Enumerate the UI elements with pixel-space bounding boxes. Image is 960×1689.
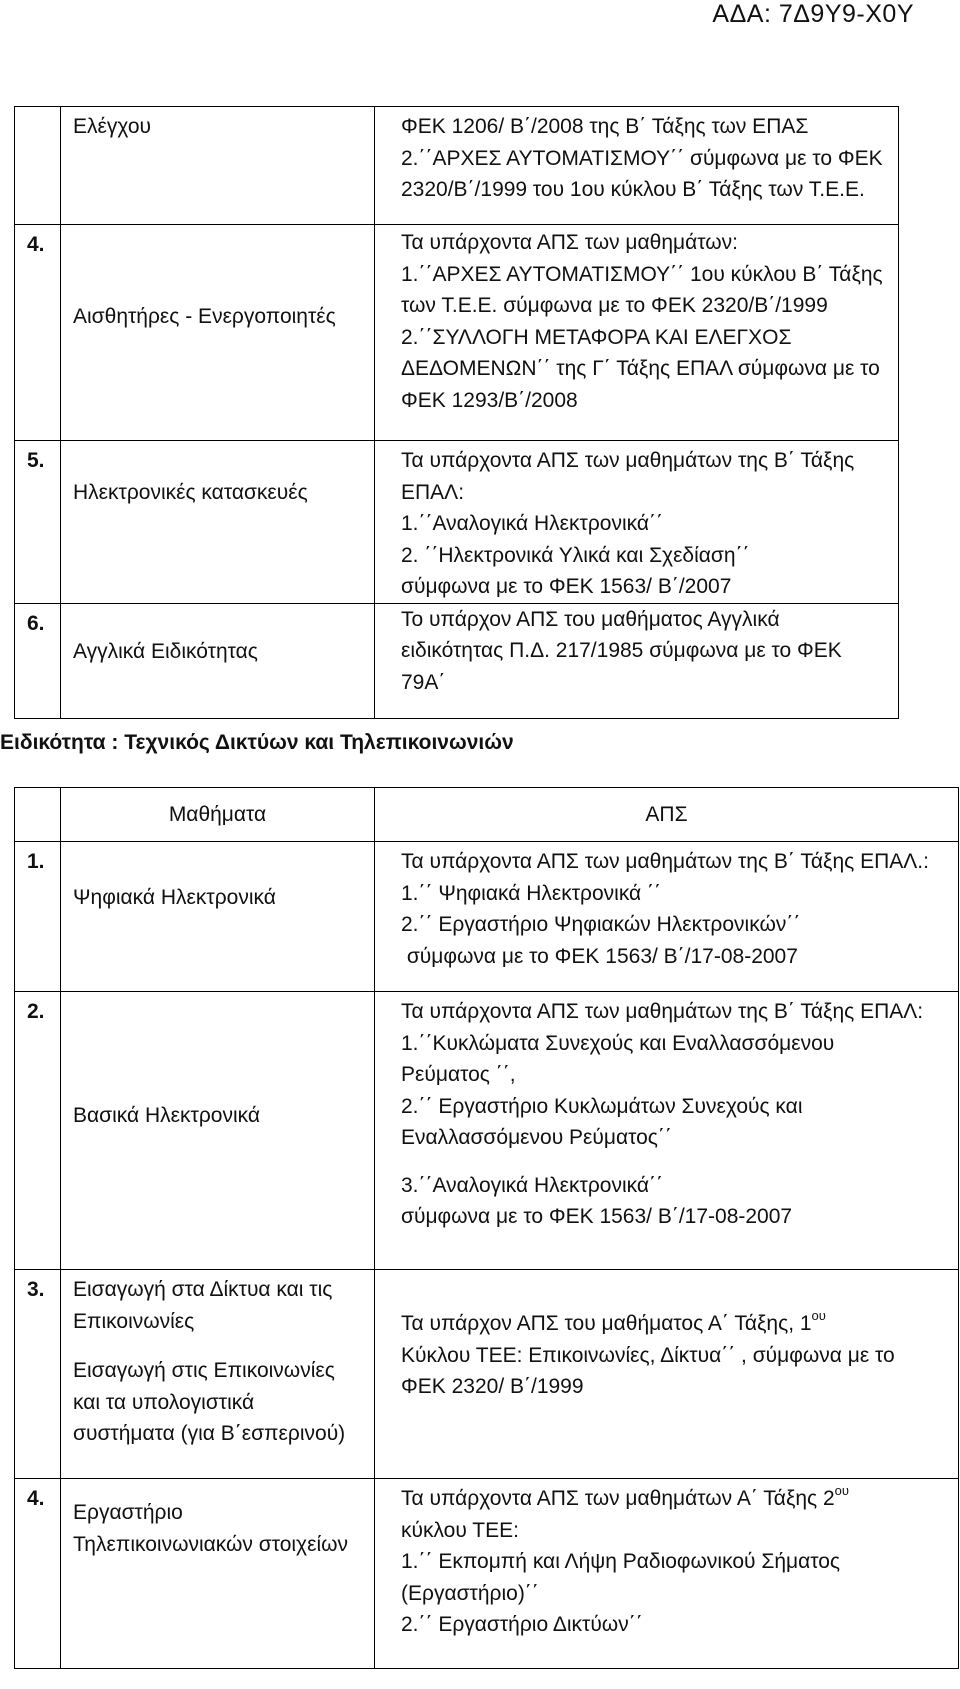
subject-spacer	[73, 1337, 374, 1355]
aps-line: Τα υπάρχοντα ΑΠΣ των μαθημάτων της Β΄ Τάξης ΕΠΑΛ.:	[401, 850, 929, 873]
aps-line: Τα υπάρχοντα ΑΠΣ των μαθημάτων:	[401, 231, 738, 254]
table-row	[15, 225, 899, 441]
page-header-ada: ΑΔΑ: 7Δ9Υ9-Χ0Υ	[712, 0, 914, 28]
row-number: 4.	[15, 1479, 61, 1669]
aps-cell	[375, 1479, 959, 1669]
aps-cell	[375, 1270, 959, 1479]
aps-line: Εναλλασσόμενου Ρεύματος΄΄	[401, 1126, 672, 1149]
subject-cell	[61, 441, 375, 604]
aps-line: ΕΠΑΛ:	[401, 480, 465, 504]
aps-cell	[375, 107, 899, 225]
subject-label: Ψηφιακά Ηλεκτρονικά	[73, 886, 276, 909]
subject-cell	[61, 842, 375, 992]
subject-cell	[61, 1270, 375, 1479]
aps-cell	[375, 842, 959, 992]
aps-line	[401, 1308, 958, 1340]
ordinal-superscript: ου	[811, 1308, 826, 1323]
aps-line: σύμφωνα με το ΦΕΚ 1563/ Β΄/17-08-2007	[401, 944, 798, 968]
aps-line: κύκλου ΤΕΕ:	[401, 1518, 519, 1542]
aps-line-text: Τα υπάρχοντα ΑΠΣ των μαθημάτων Α΄ Τάξης 2	[401, 1487, 835, 1510]
subject-label: Εργαστήριο	[73, 1501, 183, 1524]
aps-line: ειδικότητας Π.Δ. 217/1985 σύμφωνα με το ΦΕΚ	[401, 639, 842, 662]
aps-line: 1.΄΄ Ψηφιακά Ηλεκτρονικά ΄΄	[401, 881, 662, 905]
subject-label: Αισθητήρες - Ενεργοποιητές	[73, 305, 336, 328]
header-num-cell	[15, 788, 61, 842]
subject-label: και τα υπολογιστικά	[73, 1390, 255, 1414]
section-title: Ειδικότητα : Τεχνικός Δικτύων και Τηλεπικοινωνιών	[0, 731, 514, 754]
aps-line: 1.΄΄Κυκλώματα Συνεχούς και Εναλλασσόμενου	[401, 1031, 835, 1055]
aps-line: 1.΄΄ΑΡΧΕΣ ΑΥΤΟΜΑΤΙΣΜΟΥ΄΄ 1ου κύκλου Β΄ Τάξης	[401, 262, 883, 286]
row-number: 3.	[15, 1270, 61, 1479]
aps-line: (Εργαστήριο)΄΄	[401, 1581, 539, 1605]
aps-line: 3.΄΄Αναλογικά Ηλεκτρονικά΄΄	[401, 1173, 663, 1197]
aps-line: Τα υπάρχοντα ΑΠΣ των μαθημάτων της Β΄ Τάξης	[401, 449, 855, 472]
courses-table-2	[14, 787, 959, 1669]
subject-label: Εισαγωγή στα Δίκτυα και τις	[73, 1278, 333, 1301]
aps-line: Ρεύματος ΄΄,	[401, 1063, 516, 1086]
aps-line: 2.΄΄ Εργαστήριο Κυκλωμάτων Συνεχούς και	[401, 1094, 803, 1118]
subject-cell	[61, 603, 375, 718]
aps-line: ΔΕΔΟΜΕΝΩΝ΄΄ της Γ΄ Τάξης ΕΠΑΛ σύμφωνα με το	[401, 357, 880, 380]
row-number: 6.	[15, 603, 61, 718]
header-subjects: Μαθήματα	[61, 788, 375, 842]
subject-label: συστήματα (για Β΄εσπερινού)	[73, 1422, 346, 1445]
aps-cell	[375, 992, 959, 1270]
subject-label: Ηλεκτρονικές κατασκευές	[73, 481, 308, 504]
aps-line: των Τ.Ε.Ε. σύμφωνα με το ΦΕΚ 2320/Β΄/1999	[401, 294, 828, 317]
table-row	[15, 107, 899, 225]
subject-cell	[61, 225, 375, 441]
aps-line: 1.΄΄Αναλογικά Ηλεκτρονικά΄΄	[401, 512, 663, 535]
aps-line: Κύκλου ΤΕΕ: Επικοινωνίες, Δίκτυα΄΄ , σύμφωνα με το	[401, 1343, 895, 1367]
row-number	[15, 107, 61, 225]
table-row	[15, 603, 899, 718]
subject-cell	[61, 1479, 375, 1669]
row-number: 1.	[15, 842, 61, 992]
row-number: 5.	[15, 441, 61, 604]
aps-line-text: Τα υπάρχον ΑΠΣ του μαθήματος Α΄ Τάξης, 1	[401, 1312, 812, 1335]
table-header-row	[15, 788, 959, 842]
aps-cell	[375, 441, 899, 604]
aps-line: 79Α΄	[401, 670, 446, 694]
aps-line: 2.΄΄ Εργαστήριο Ψηφιακών Ηλεκτρονικών΄΄	[401, 913, 801, 936]
row-number: 2.	[15, 992, 61, 1270]
row-number: 4.	[15, 225, 61, 441]
header-aps: ΑΠΣ	[375, 788, 959, 842]
aps-spacer	[401, 1154, 958, 1170]
aps-line: σύμφωνα με το ΦΕΚ 1563/ Β΄/2007	[401, 575, 732, 598]
aps-line: 1.΄΄ Εκπομπή και Λήψη Ραδιοφωνικού Σήματος	[401, 1550, 841, 1573]
subject-label: Ελέγχου	[73, 115, 151, 138]
aps-line: σύμφωνα με το ΦΕΚ 1563/ Β΄/17-08-2007	[401, 1205, 793, 1228]
aps-line: ΦΕΚ 1293/Β΄/2008	[401, 388, 578, 412]
aps-line: 2.΄΄ΣΥΛΛΟΓΗ ΜΕΤΑΦΟΡΑ ΚΑΙ ΕΛΕΓΧΟΣ	[401, 325, 792, 349]
ordinal-superscript: ου	[834, 1483, 850, 1498]
courses-table-1	[14, 106, 899, 719]
aps-cell	[375, 603, 899, 718]
subject-label: Τηλεπικοινωνιακών στοιχείων	[73, 1532, 348, 1556]
subject-label: Εισαγωγή στις Επικοινωνίες	[73, 1359, 335, 1382]
subject-label: Αγγλικά Ειδικότητας	[73, 639, 258, 663]
aps-line: 2.΄΄ Εργαστήριο Δικτύων΄΄	[401, 1613, 643, 1636]
aps-line: 2. ΄΄Ηλεκτρονικά Υλικά και Σχεδίαση΄΄	[401, 543, 750, 567]
table-row	[15, 1479, 959, 1669]
table-row	[15, 1270, 959, 1479]
aps-line	[401, 1483, 958, 1515]
aps-line: ΦΕΚ 2320/ Β΄/1999	[401, 1375, 584, 1398]
subject-label: Επικοινωνίες	[73, 1309, 195, 1333]
table-row	[15, 441, 899, 604]
aps-line: Τα υπάρχοντα ΑΠΣ των μαθημάτων της Β΄ Τάξης ΕΠΑΛ:	[401, 1000, 924, 1023]
aps-cell	[375, 225, 899, 441]
table-row	[15, 842, 959, 992]
subject-cell	[61, 992, 375, 1270]
table-row	[15, 992, 959, 1270]
aps-line: ΦΕΚ 1206/ Β΄/2008 της Β΄ Τάξης των ΕΠΑΣ	[401, 115, 809, 138]
aps-line: 2.΄΄ΑΡΧΕΣ ΑΥΤΟΜΑΤΙΣΜΟΥ΄΄ σύμφωνα με το ΦΕΚ	[401, 146, 883, 170]
subject-cell	[61, 107, 375, 225]
aps-line: 2320/Β΄/1999 του 1ου κύκλου Β΄ Τάξης των Τ.Ε.Ε.	[401, 178, 865, 201]
subject-label: Βασικά Ηλεκτρονικά	[73, 1104, 260, 1127]
aps-line: Το υπάρχον ΑΠΣ του μαθήματος Αγγλικά	[401, 607, 780, 631]
